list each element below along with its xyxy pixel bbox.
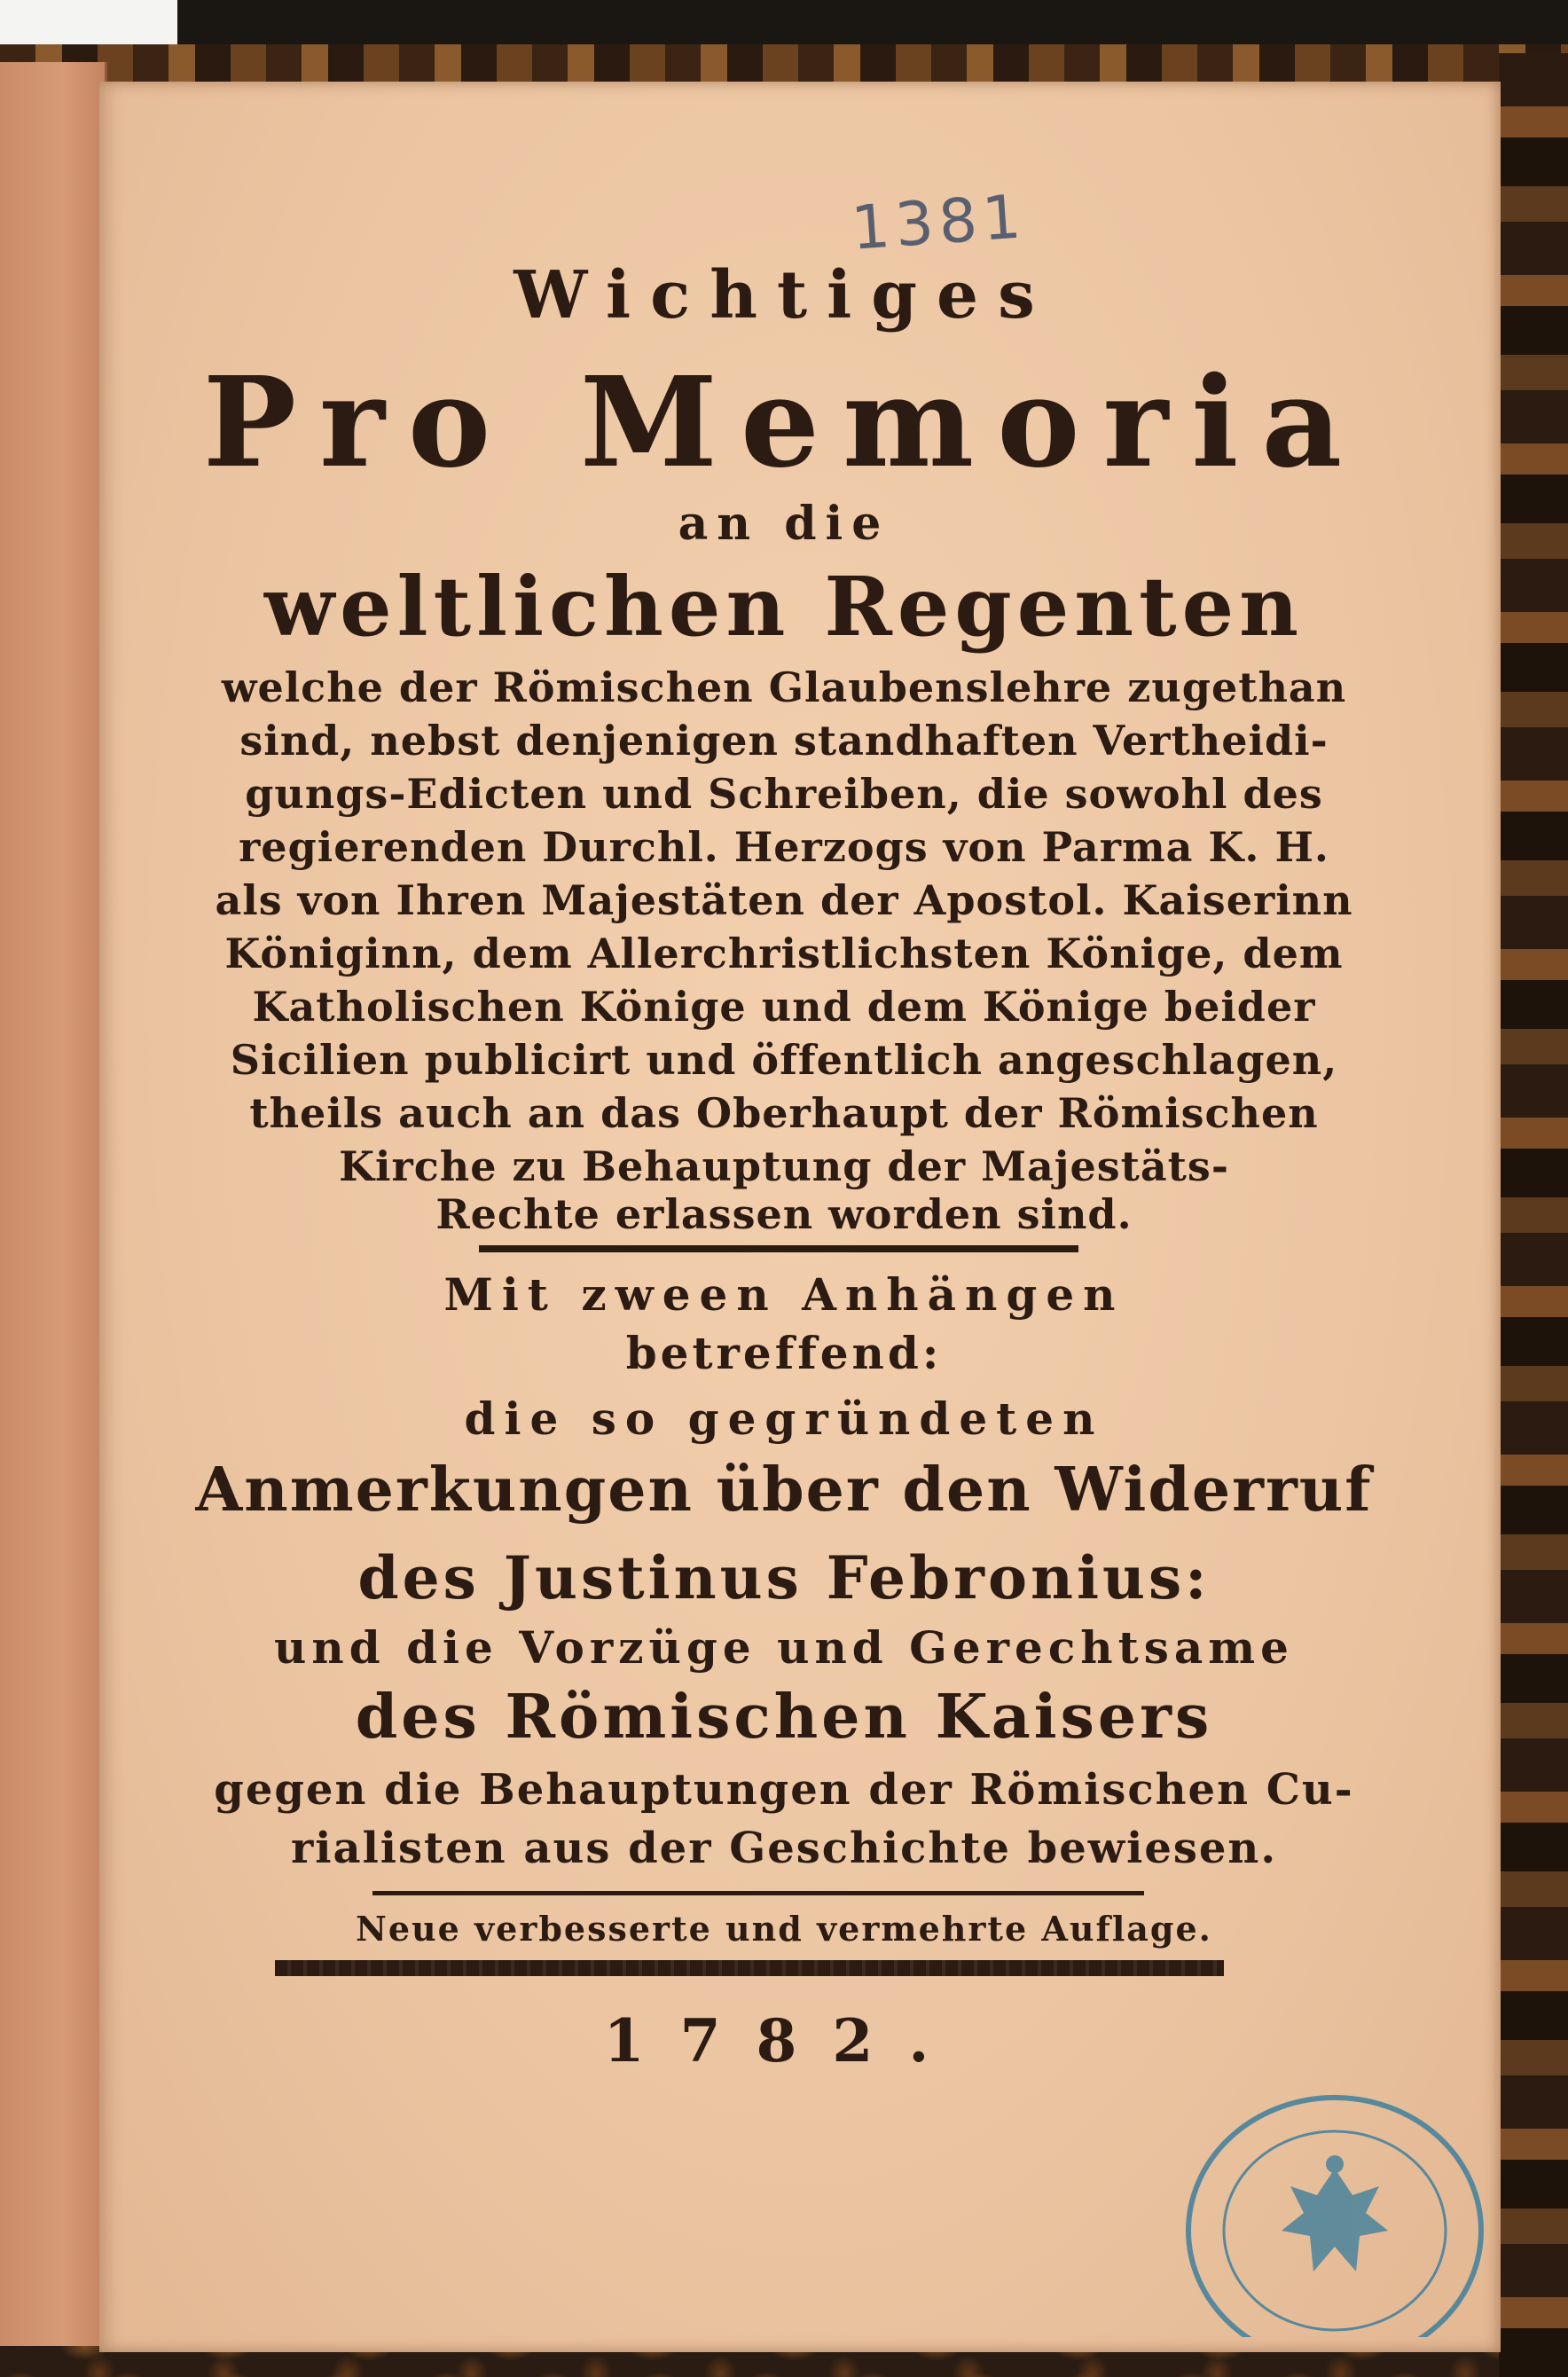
divider-rule — [479, 1245, 1078, 1252]
handwritten-shelfmark: 1381 — [849, 182, 1029, 264]
appendix-line: betreffend: — [625, 1327, 943, 1379]
subtitle-line: Kirche zu Behauptung der Majestäts- — [339, 1142, 1229, 1190]
subtitle-line: Katholischen Könige und dem Könige beider — [252, 983, 1316, 1031]
subtitle-line: als von Ihren Majestäten der Apostol. Kaiserinn — [215, 876, 1353, 924]
appendix-line: des Justinus Febronius: — [357, 1543, 1211, 1612]
publication-year: 1782. — [603, 2006, 965, 2075]
subtitle-line: welche der Römischen Glaubenslehre zugethan — [221, 663, 1347, 711]
appendix-line: rialisten aus der Geschichte bewiesen. — [290, 1824, 1278, 1873]
subtitle-line: Königinn, dem Allerchristlichsten Könige, dem — [224, 930, 1344, 977]
ornamental-rule — [275, 1960, 1224, 1976]
appendix-line: die so gegründeten — [464, 1392, 1104, 1445]
subtitle-line: sind, nebst denjenigen standhaften Vertheidi- — [239, 717, 1329, 765]
subtitle-line: Sicilien publicirt und öffentlich angeschlagen, — [230, 1036, 1338, 1084]
subtitle-line: Rechte erlassen worden sind. — [435, 1190, 1133, 1238]
library-stamp — [1157, 2080, 1494, 2337]
appendix-heading: Mit zween Anhängen — [443, 1268, 1125, 1321]
title-line-4: weltlichen Regenten — [263, 559, 1305, 655]
title-main: Pro Memoria — [202, 350, 1366, 496]
subtitle-line: theils auch an das Oberhaupt der Römischen — [249, 1089, 1319, 1137]
background-corner — [0, 0, 177, 44]
appendix-line: des Römischen Kaisers — [355, 1682, 1213, 1753]
divider-rule — [372, 1891, 1144, 1895]
title-line-1: Wichtiges — [514, 257, 1054, 333]
appendix-line: und die Vorzüge und Gerechtsame — [274, 1621, 1294, 1674]
appendix-line: gegen die Behauptungen der Römischen Cu- — [214, 1765, 1354, 1815]
edition-statement: Neue verbesserte und vermehrte Auflage. — [356, 1909, 1212, 1949]
subtitle-line: regierenden Durchl. Herzogs von Parma K. H. — [239, 823, 1329, 871]
title-line-3: an die — [678, 497, 890, 551]
subtitle-line: gungs-Edicten und Schreiben, die sowohl des — [245, 770, 1323, 818]
appendix-line: Anmerkungen über den Widerruf — [195, 1455, 1373, 1526]
